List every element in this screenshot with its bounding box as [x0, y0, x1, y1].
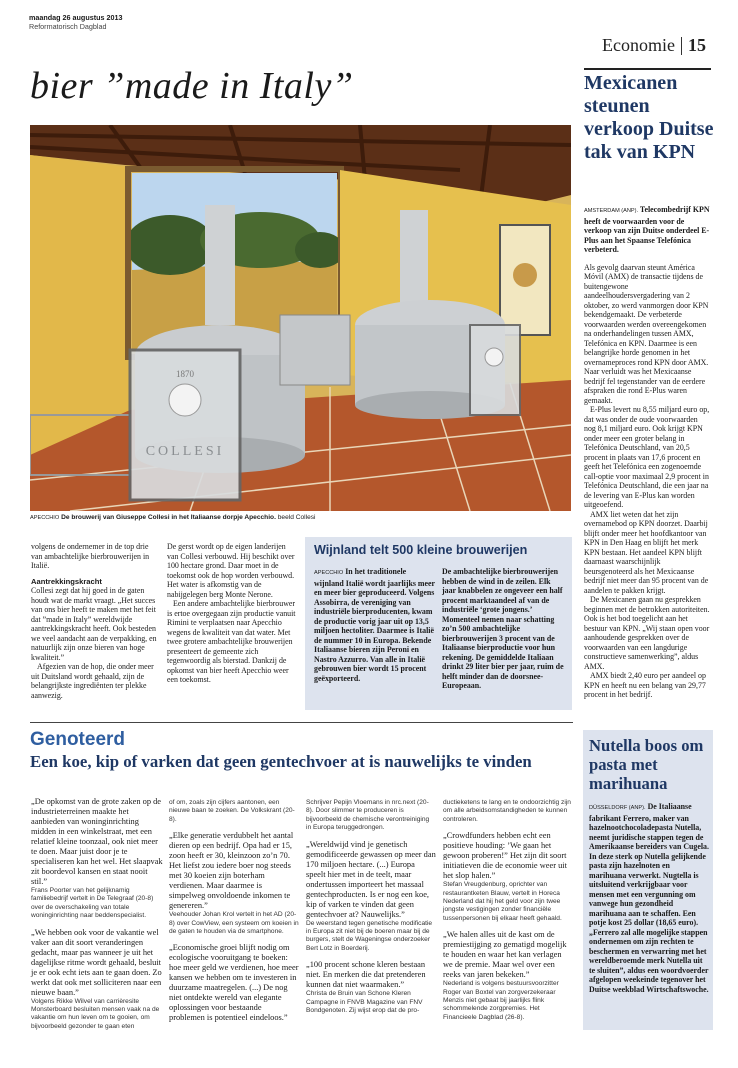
caption-text: De brouwerij van Giuseppe Collesi in het Italiaanse dorpje Apecchio. — [61, 514, 276, 521]
paragraph: E-Plus levert nu 8,55 miljard euro op, dat was onder de oude voorwaarden nog 8,1 miljard euro. Ook krijgt KPN onder meer een groter belang in Telefónica Deutschland, van 20,5 procent in plaats van 17,6 procent en geeft het Telefónica een zogenoemde call-optie voor maximaal 2,9 procent in Telefónica Deutschland, die een jaar na de levering van E-Plus kan worden uitgeoefend. — [584, 405, 710, 509]
headline: bier ”made in Italy” — [30, 65, 354, 107]
article-column-2 — [167, 542, 298, 685]
quote-source: Veehouder Johan Krol vertelt in het AD (20-8) over CowView, een systeem om koeien in de gaten te houden via de smartphone. — [169, 911, 299, 936]
paragraph: AMX liet weten dat het zijn overnamebod op KPN doorzet. Daarbij blijft onder meer het hoofdkantoor van KPN in Den Haag en blijft het merk KPN bestaan. Het aandeel KPN blijft daarnaast waarschijnlijk beursgenoteerd als het Mexicaanse bedrijf niet meer dan 95 procent van de aandelen te pakken krijgt. — [584, 509, 709, 595]
quote-source: Christa de Bruin van Schone Kleren Campagne in FNVB Magazine van FNV Bondgenoten. Zij wijst erop dat de pro- — [306, 990, 423, 1015]
header-meta — [29, 14, 122, 31]
brewery-photo — [30, 125, 571, 511]
paragraph: Een andere ambachtelijke bierbrouwer is ertoe overgegaan zijn productie vanuit Rimini te verplaatsen naar Apecchio wegens de kwaliteit van dat water. Met twee grotere ambachtelijke brouwerijen presenteert de gemeente zich tegenwoordig als bierstad. Dankzij de opkomst van bier heeft Apecchio weer een toekomst. — [167, 599, 296, 684]
quote: „De opkomst van de grote zaken op de industrieterreinen maakte het aanbieden van woninginrichting midden in een winkelstraat, met een relatief kleine toonzaal, ook niet meer te doen. Maar juist door je te specialiseren kan het wel. Het slaapvak zit boordevol kansen en staat nooit stil.” — [31, 797, 163, 886]
kpn-tag: AMSTERDAM (ANP). — [584, 208, 639, 214]
paragraph: In het traditionele wijnland Italië wordt jaarlijks meer en meer bier geproduceerd. Volgens Assobirra, de vereniging van industriële bierproducenten, kwam de productie vorig jaar uit op 13,5 miljoen hectoliter. Daarmee is Italië de nummer 10 in Europa. Bekende Italiaanse bieren zijn Peroni en Nastro Azzurro. Van alle in Italië gebrouwen bier wordt 15 procent geëxporteerd. — [314, 567, 435, 683]
quote-source: Stefan Vreugdenburg, oprichter van restaurantketen Blauw, vertelt in Horeca Nederland dat hij het geld voor zijn twee jongste vestigingen zonder financiële tussenpersonen bij elkaar heeft gehaald. — [443, 881, 562, 922]
quote: „Wereldwijd vind je genetisch gemodificeerde gewassen op meer dan 170 miljoen hectare. (...) Europa speelt hier met in de teelt, maar ondertussen importeert het massaal gentechproducten. Is er nog een koe, kip of varken te vinden dat geen gentechvoer at? Nauwelijks.” — [306, 839, 436, 919]
wijnland-title: Wijnland telt 500 kleine brouwerijen — [314, 543, 528, 557]
wijnland-column-1 — [314, 567, 435, 683]
genoteerd-kicker: Genoteerd — [30, 729, 126, 750]
paragraph: Collesi zegt dat hij goed in de gaten houdt wat de markt vraagt. „Het succes van ons bier heeft te maken met het feit dat ”made in Italy” wereldwijde aantrekkingskracht heeft. Ook besteden we veel aandacht aan de verpakking, en natuurlijk zijn onze bieren van hoge kwaliteit.” — [31, 586, 157, 662]
article-column-1 — [31, 542, 160, 700]
paragraph: Als gevolg daarvan steunt América Móvil (AMX) de transactie tijdens de buitengewone aandeelhoudersvergadering van 2 oktober, zo werd vanmorgen door KPN bekendgemaakt. De verbeterde voorwaarden werden overeengekomen na onderhandelingen tussen AMX, Telefónica en KPN. Daarmee is een belangrijke horde genomen in het overnameproces rond KPN door AMX. Naar verluidt was het Mexicaanse bedrijf fel tegenstander van de eerdere afspraken die rond E-Plus waren gemaakt. — [584, 262, 709, 405]
quote: „We halen alles uit de kast om de premiestijging zo gematigd mogelijk te houden en waar het kan verlagen we de premie. Maar wel over een reeks van jaren bekeken.” — [443, 930, 567, 980]
quote-source: De weerstand tegen genetische modificatie in Europa zit niet bij de boeren maar bij de burgers, stelt de Wageningse onderzoeker Bert Lotz in Boerderij. — [306, 919, 433, 952]
quote-source: of om, zoals zijn cijfers aantonen, een nieuwe baan te zoeken. De Volkskrant (20-8). — [169, 799, 295, 823]
quotes-column-3 — [306, 799, 436, 1022]
wijnland-tag: APECCHIO — [314, 570, 344, 576]
kpn-article — [584, 205, 710, 700]
page-number: 15 — [688, 35, 706, 55]
kettle-year: 1870 — [176, 369, 194, 379]
brewery-photo-drawing — [30, 125, 571, 511]
paragraph: De Italiaanse fabrikant Ferrero, maker van hazelnootchocoladepasta Nutella, neemt juridische stappen tegen de Amerikaanse bereiders van Cugela. In deze sterk op Nutella gelijkende pasta zijn hazelnoten en marihuana verwerkt. Nugtella is uitsluitend verkrijgbaar voor mensen met een vergunning om vanwege hun gezondheid marihuana aan te schaffen. Een potje kost 25 dollar (18,65 euro). „Ferrero zal alle mogelijke stappen ondernemen om zijn rechten te beschermen en verwarring met het wereldberoemde merk Nutella uit te sluiten”, aldus een woordvoerder afgelopen weekeinde tegenover het Duitse weekblad Wirtschaftswoche. — [589, 802, 709, 994]
quote: „100 procent schone kleren bestaan niet. En merken die dat pretenderen kunnen dat niet waarmaken.” — [306, 960, 426, 990]
paragraph: Afgezien van de hop, die onder meer uit Duitsland wordt gehaald, zijn de belangrijkste ingrediënten ter plekke aanwezig. — [31, 662, 154, 700]
subhead: Aantrekkingskracht — [31, 576, 102, 586]
quote: „We hebben ook voor de vakantie wel vaker aan dit soort veranderingen gedacht, maar pas wanneer je uit het dagelijkse ritme wordt gehaald, besluit je er ook echt iets aan te gaan doen. Zo werkt dat ook met solliciteren naar een nieuwe baan.” — [31, 927, 162, 997]
kpn-lead: Telecombedrijf KPN heeft de voorwaarden voor de verkoop van zijn Duitse onderdeel E-Plus aan het Spaanse Telefónica verbeterd. — [584, 205, 710, 254]
quote-source: Volgens Rikke Wilvel van carrièresite Monsterboard besluiten mensen vaak na de vakantie om hun leven om te gooien, om bijvoorbeeld gezonder te gaan eten — [31, 997, 160, 1030]
section-header — [602, 35, 706, 56]
quote: „Economische groei blijft nodig om ecologische vooruitgang te boeken: hoe meer geld we verdienen, hoe meer kansen we hebben om te investeren in duurzame maatregelen. (...) De nog niet ontdekte wereld van elegante oplossingen voor bestaande problemen is potentieel eindeloos.” — [169, 943, 299, 1023]
quotes-column-1 — [31, 797, 163, 1038]
paragraph: De Mexicanen gaan nu gesprekken beginnen met de betrokken autoriteiten. Ook is het bod toegelicht aan het bestuur van KPN. „Wij staan open voor aanhoudende gesprekken over de voorwaarden van een langdurige constructieve samenwerking”, aldus AMX. — [584, 595, 710, 671]
quote: „Crowdfunders hebben echt een positieve houding: ’We gaan het gewoon proberen!” Het zijn dit soort initiatieven die de economie weer uit het slop halen.” — [443, 831, 567, 881]
issue-date: maandag 26 augustus 2013 — [29, 13, 123, 22]
genoteerd-title: Een koe, kip of varken dat geen gentechvoer at is nauwelijks te vinden — [30, 752, 532, 771]
quote-source: ductieketens te lang en te ondoorzichtig zijn om alle arbeidsomstandigheden te kunnen controleren. — [443, 799, 571, 823]
section-name: Economie — [602, 35, 675, 55]
newspaper-name: Reformatorisch Dagblad — [29, 21, 107, 31]
paragraph: De gerst wordt op de eigen landerijen van Collesi verbouwd. Hij beschikt over 100 hectare grond. Daar moet in de toekomst ook de hop worden verbouwd. Het water is afkomstig van de nabijgelegen berg Monte Nerone. — [167, 542, 295, 599]
nutella-box — [583, 730, 713, 1030]
wijnland-column-2 — [442, 567, 566, 691]
quotes-column-4 — [443, 799, 573, 1029]
paragraph: AMX biedt 2,40 euro per aandeel op KPN en heeft nu een belang van 29,77 procent in het bedrijf. — [584, 671, 706, 699]
quote-source: Frans Poorter van het gelijknamig familiebedrijf vertelt in De Telegraaf (20-8) over de overschakeling van totale woninginrichting naar beddenspecialist. — [31, 887, 154, 920]
nutella-title: Nutella boos om pasta met marihuana — [589, 736, 704, 793]
quote: „Elke generatie verdubbelt het aantal dieren op een bedrijf. Opa had er 15, zoon heeft er 30, kleinzoon zo’n 70. Het liefst zou iedere boer nog steeds met 30 koeien zijn boterham verdienen. Maar daarmee is simpelweg onvoldoende inkomen te genereren.” — [169, 831, 294, 911]
kpn-title: Mexicanen steunen verkoop Duitse tak van KPN — [584, 72, 714, 163]
photo-caption — [30, 514, 316, 522]
photo-credit: beeld Collesi — [277, 514, 316, 521]
wijnland-box — [305, 537, 572, 710]
nutella-tag: DÜSSELDORF (ANP). — [589, 805, 646, 811]
caption-tag: APECCHIO — [30, 515, 60, 521]
quote-source: Schrijver Pepijn Vloemans in nrc.next (20-8). Door slimmer te produceren is bijvoorbeeld de chemische verontreiniging in Europa teruggedrongen. — [306, 799, 430, 832]
nutella-article — [589, 802, 709, 994]
paragraph: De ambachtelijke bierbrouwerijen hebben de wind in de zeilen. Elk jaar knabbelen ze ongeveer een half procent marktaandeel af van de industriële ‘grote jongens.’ Momenteel nemen naar schatting zo’n 500 ambachtelijke bierbrouwerijen 3 procent van de Italiaanse bierproductie voor hun rekening. De gemiddelde Italiaan drinkt 29 liter bier per jaar, ruim de helft minder dan de doorsnee-Europeaan. — [442, 567, 564, 690]
quotes-column-2 — [169, 799, 299, 1023]
kettle-logo-text: COLLESI — [145, 444, 225, 459]
paragraph: volgens de ondernemer in de top drie van ambachtelijke bierbrouwerijen in Italië. — [31, 542, 150, 570]
quote-source: Nederland is volgens bestuursvoorzitter Roger van Boxtel van zorgverzekeraar Menzis niet gebaat bij jaarlijks flink schommelende zorgpremies. Het Financieele Dagblad (26-8). — [443, 980, 559, 1021]
